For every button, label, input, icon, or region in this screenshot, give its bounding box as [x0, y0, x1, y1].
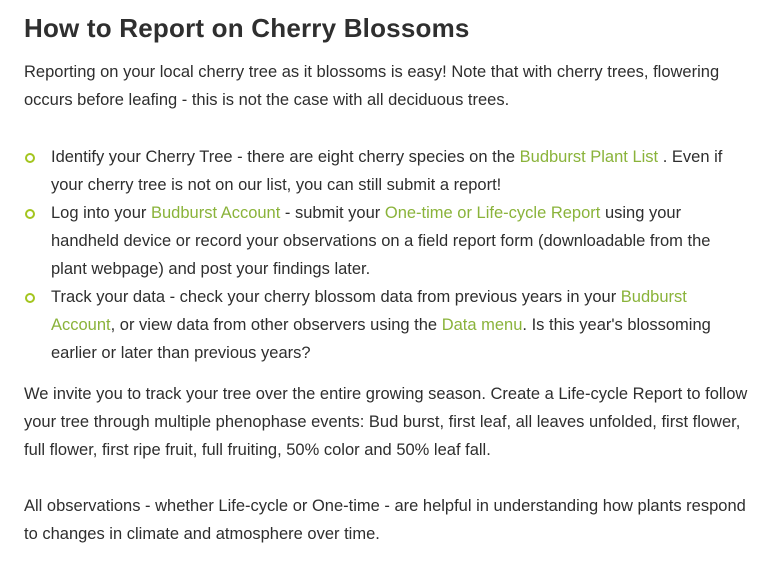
- budburst-account-link-2[interactable]: Budburst Account: [51, 288, 687, 334]
- invite-paragraph: We invite you to track your tree over the entire growing season. Create a Life-cycle Report to follow your tree through multiple phenophase events: Bud burst, first leaf, all leaves unfolded, first flower, full flower, first ripe fruit, full fruiting, 50% color and 50% leaf fall.: [24, 385, 748, 459]
- item-text: Identify your Cherry Tree - there are eight cherry species on the: [51, 148, 520, 166]
- budburst-plant-list-link[interactable]: Budburst Plant List: [519, 148, 659, 166]
- circle-bullet-icon: [25, 293, 35, 303]
- list-item-track: [24, 283, 748, 367]
- item-text: using your handheld device or record your observations on a field report form (downloadable from the plant webpage) and post your findings later.: [51, 204, 711, 278]
- intro-paragraph: Reporting on your local cherry tree as it blossoms is easy! Note that with cherry trees, flowering occurs before leafing - this is not the case with all deciduous trees.: [24, 63, 720, 109]
- data-menu-link[interactable]: Data menu: [441, 316, 523, 334]
- item-text: . Is this year's blossoming earlier or later than previous years?: [51, 316, 711, 362]
- item-text: , or view data from other observers using the: [110, 316, 442, 334]
- item-text: - submit your: [280, 204, 385, 222]
- budburst-account-link[interactable]: Budburst Account: [150, 204, 281, 222]
- list-item-login: [24, 199, 748, 283]
- list-item-identify: [24, 143, 748, 199]
- item-text: . Even if your cherry tree is not on our list, you can still submit a report!: [51, 148, 723, 194]
- circle-bullet-icon: [25, 209, 35, 219]
- page-title: How to Report on Cherry Blossoms: [24, 13, 470, 43]
- circle-bullet-icon: [25, 153, 35, 163]
- closing-paragraph: All observations - whether Life-cycle or One-time - are helpful in understanding how plants respond to changes in climate and atmosphere over time.: [24, 497, 746, 543]
- item-text: Track your data - check your cherry blossom data from previous years in your: [51, 288, 621, 306]
- item-text: Log into your: [51, 204, 151, 222]
- report-type-link[interactable]: One-time or Life-cycle Report: [384, 204, 601, 222]
- steps-list: [24, 143, 748, 367]
